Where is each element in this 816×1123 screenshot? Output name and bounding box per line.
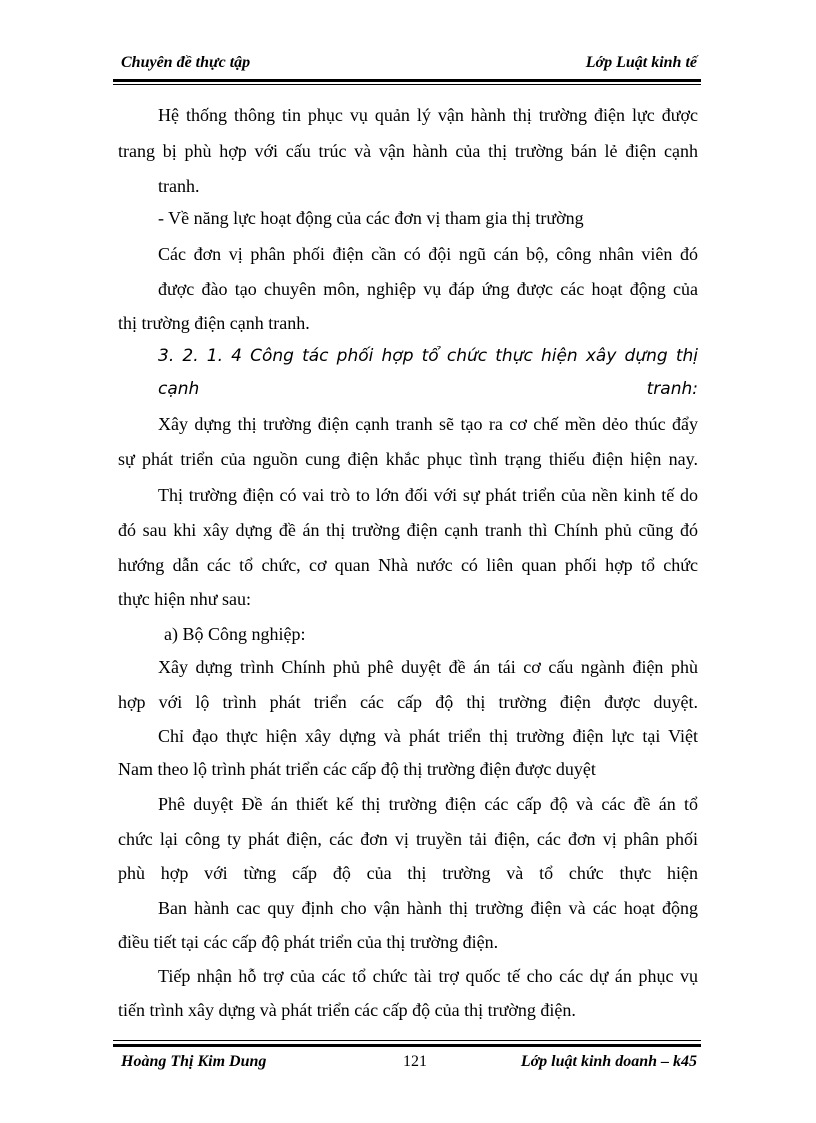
list-heading: a) Bộ Công nghiệp:	[164, 624, 306, 644]
header-rule-thin	[113, 84, 701, 85]
paragraph-line: sự phát triển của nguồn cung điện khắc phục tình trạng thiếu điện hiện nay.	[118, 449, 698, 469]
section-heading: 3. 2. 1. 4 Công tác phối hợp tổ chức thực hiện xây dựng thị	[158, 346, 698, 366]
heading-word: cạnh	[158, 379, 200, 399]
paragraph-line: tiến trình xây dựng và phát triển các cấp độ của thị trường điện.	[118, 1000, 576, 1020]
paragraph-line: phù hợp với từng cấp độ của thị trường và tổ chức thực hiện	[118, 863, 698, 883]
paragraph-line: Xây dựng trình Chính phủ phê duyệt đề án tái cơ cấu ngành điện phù	[158, 657, 698, 677]
paragraph-line: thị trường điện cạnh tranh.	[118, 313, 310, 333]
paragraph-line: thực hiện như sau:	[118, 589, 251, 609]
paragraph-line: đó sau khi xây dựng đề án thị trường điện cạnh tranh thì Chính phủ cũng đó	[118, 520, 698, 540]
paragraph-line: Các đơn vị phân phối điện cần có đội ngũ cán bộ, công nhân viên đó	[158, 244, 698, 264]
paragraph-line: Tiếp nhận hỗ trợ của các tổ chức tài trợ quốc tế cho các dự án phục vụ	[158, 966, 698, 986]
paragraph-line: điều tiết tại các cấp độ phát triển của thị trường điện.	[118, 932, 499, 952]
page-number: 121	[403, 1053, 427, 1070]
page-header	[113, 48, 701, 78]
footer-class: Lớp luật kinh doanh – k45	[520, 1053, 697, 1070]
paragraph-line: Chỉ đạo thực hiện xây dựng và phát triển thị trường điện lực tại Việt	[158, 726, 698, 746]
paragraph-line: Xây dựng thị trường điện cạnh tranh sẽ tạo ra cơ chế mền dẻo thúc đẩy	[158, 414, 698, 434]
paragraph-line: chức lại công ty phát điện, các đơn vị truyền tải điện, các đơn vị phân phối	[118, 829, 698, 849]
header-class: Lớp Luật kinh tế	[585, 54, 697, 71]
footer-rule	[113, 1044, 701, 1047]
page-footer	[113, 1040, 701, 1080]
header-title: Chuyên đề thực tập	[121, 54, 251, 71]
paragraph-line: Hệ thống thông tin phục vụ quản lý vận hành thị trường điện lực được	[158, 105, 698, 125]
paragraph-line: Nam theo lộ trình phát triển các cấp độ thị trường điện được duyệt	[118, 759, 596, 779]
paragraph-line: tranh.	[158, 176, 200, 196]
footer-author: Hoàng Thị Kim Dung	[121, 1053, 267, 1070]
footer-rule-thin	[113, 1040, 701, 1041]
header-rule	[113, 79, 701, 82]
paragraph-line: được đào tạo chuyên môn, nghiệp vụ đáp ứng được các hoạt động của	[158, 279, 698, 299]
section-heading-cont	[158, 377, 698, 401]
paragraph-line: Phê duyệt Đề án thiết kế thị trường điện các cấp độ và các đề án tổ	[158, 794, 698, 814]
paragraph-line: Thị trường điện có vai trò to lớn đối với sự phát triển của nền kinh tế do	[158, 485, 698, 505]
heading-word: tranh:	[646, 379, 698, 399]
paragraph-line: hướng dẫn các tổ chức, cơ quan Nhà nước có liên quan phối hợp tổ chức	[118, 555, 698, 575]
paragraph-line: trang bị phù hợp với cấu trúc và vận hành của thị trường bán lẻ điện cạnh	[118, 141, 698, 161]
paragraph-line: - Về năng lực hoạt động của các đơn vị tham gia thị trường	[158, 208, 584, 228]
paragraph-line: hợp với lộ trình phát triển các cấp độ thị trường điện được duyệt.	[118, 692, 698, 712]
paragraph-line: Ban hành cac quy định cho vận hành thị trường điện và các hoạt động	[158, 898, 698, 918]
